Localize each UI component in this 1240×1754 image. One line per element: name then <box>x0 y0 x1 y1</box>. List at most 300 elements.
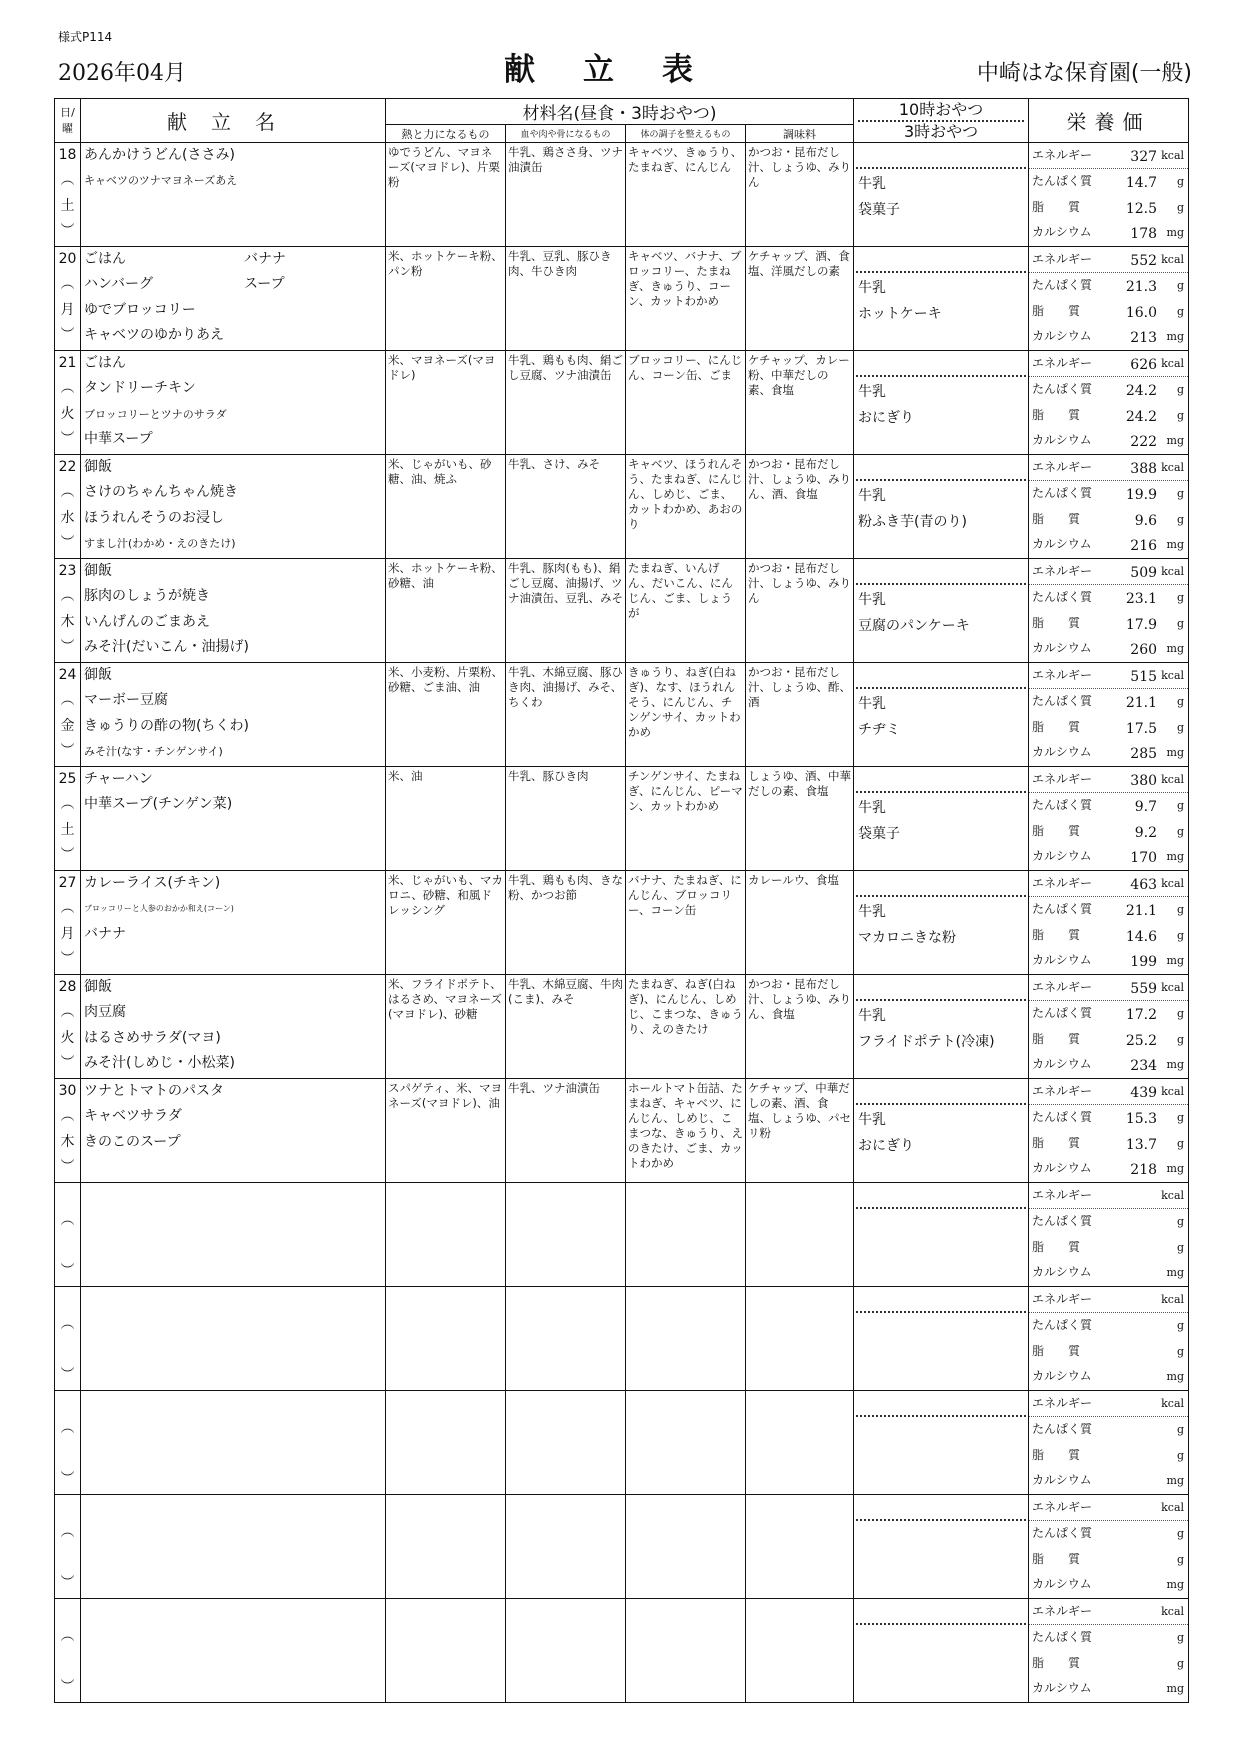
dish-item <box>84 767 385 792</box>
snack-10: 牛乳 <box>858 280 887 296</box>
dish-item <box>84 1000 385 1025</box>
day-number: 25 <box>58 771 77 787</box>
nutrition-cell <box>1029 1079 1189 1183</box>
nutrition-protein <box>1029 897 1188 922</box>
dish-item <box>84 1599 385 1624</box>
nutrition-energy <box>1029 143 1188 169</box>
dish-name: ブロッコリーとツナのサラダ <box>84 407 227 421</box>
dish-name: 御飯 <box>84 563 112 579</box>
day-number: 22 <box>58 459 77 475</box>
day-row <box>55 1079 1189 1183</box>
nutrition-value: 19.9 <box>1125 487 1158 504</box>
blood-foods: 牛乳、鶏ささ身、ツナ油漬缶 <box>506 143 626 247</box>
nutrition-label: 脂 質 <box>1032 615 1081 630</box>
nutrition-value: 327 <box>1130 149 1158 165</box>
bracket-close: ︶ <box>60 1262 75 1279</box>
bracket-close: ︶ <box>60 534 75 551</box>
body-foods <box>626 1287 746 1391</box>
nutrition-label: カルシウム <box>1032 224 1092 239</box>
energy-foods <box>386 1183 506 1287</box>
seasoning: かつお・昆布だし汁、しょうゆ、酢、酒 <box>746 663 854 767</box>
snack-cell <box>854 351 1029 455</box>
seasoning: ケチャップ、酒、食塩、洋風だしの素 <box>746 247 854 351</box>
nutrition-unit: kcal <box>1161 149 1185 162</box>
snack-cell <box>854 455 1029 559</box>
nutrition-unit: kcal <box>1161 773 1185 786</box>
snack-divider <box>856 583 1026 585</box>
snack-10: 牛乳 <box>858 488 887 504</box>
dish-item <box>84 376 385 401</box>
snack-divider <box>856 271 1026 273</box>
nutrition-calcium <box>1029 1468 1188 1493</box>
day-row <box>55 1391 1189 1495</box>
header-blood-foods: 血や肉や骨になるもの <box>506 125 626 143</box>
menu-table <box>54 98 1189 1703</box>
nutrition-label: 脂 質 <box>1032 303 1081 318</box>
blood-foods <box>506 1391 626 1495</box>
nutrition-cell <box>1029 767 1189 871</box>
energy-foods <box>386 1599 506 1703</box>
dish-item <box>84 531 385 556</box>
nutrition-label: たんぱく質 <box>1032 1214 1093 1229</box>
dish-item <box>84 1183 385 1208</box>
weekday <box>55 1442 80 1467</box>
snack-cell <box>854 975 1029 1079</box>
bracket-close: ︶ <box>60 1158 75 1175</box>
seasoning: かつお・昆布だし汁、しょうゆ、みりん、酒、食塩 <box>746 455 854 559</box>
snack-3: マカロニきな粉 <box>858 930 957 946</box>
snack-divider <box>856 791 1026 793</box>
nutrition-unit: g <box>1176 304 1185 318</box>
dish-name: いんげんのごまあえ <box>84 613 210 630</box>
day-number <box>55 1183 80 1208</box>
nutrition-label: エネルギー <box>1032 980 1093 994</box>
nutrition-energy <box>1029 1599 1188 1625</box>
dish-item <box>84 168 385 193</box>
nutrition-unit: g <box>1176 1448 1185 1462</box>
snack-cell <box>854 1183 1029 1287</box>
snack-cell <box>854 143 1029 247</box>
nutrition-label: 脂 質 <box>1032 1447 1081 1462</box>
snack-cell <box>854 871 1029 975</box>
nutrition-unit: g <box>1176 720 1185 734</box>
nutrition-value: 552 <box>1130 253 1158 269</box>
bracket-close: ︶ <box>60 1574 75 1591</box>
bracket-open: ︵ <box>60 1316 75 1333</box>
nutrition-unit: g <box>1176 175 1185 189</box>
snack-3: 粉ふき芋(青のり) <box>858 514 967 530</box>
nutrition-label: たんぱく質 <box>1032 486 1093 501</box>
bracket-close: ︶ <box>60 222 75 239</box>
nutrition-unit: mg <box>1166 329 1185 343</box>
dish-item <box>84 298 385 323</box>
nutrition-value: 559 <box>1130 981 1158 997</box>
weekday: 火 <box>60 1029 75 1046</box>
nutrition-label: カルシウム <box>1032 744 1092 759</box>
nutrition-label: たんぱく質 <box>1032 1318 1093 1333</box>
nutrition-protein <box>1029 1001 1188 1026</box>
date-cell <box>55 247 81 351</box>
nutrition-cell <box>1029 351 1189 455</box>
seasoning: かつお・昆布だし汁、しょうゆ、みりん <box>746 143 854 247</box>
nutrition-label: 脂 質 <box>1032 511 1081 526</box>
nutrition-energy <box>1029 1495 1188 1521</box>
day-row <box>55 975 1189 1079</box>
body-foods: たまねぎ、ねぎ(白ねぎ)、にんじん、しめじ、こまつな、きゅうり、えのきたけ <box>626 975 746 1079</box>
nutrition-label: カルシウム <box>1032 1160 1092 1175</box>
nutrition-unit: kcal <box>1161 1605 1185 1618</box>
seasoning: しょうゆ、酒、中華だしの素、食塩 <box>746 767 854 871</box>
header-seasoning: 調味料 <box>746 125 854 143</box>
bracket-open: ︵ <box>60 484 75 501</box>
nutrition-label: カルシウム <box>1032 1368 1092 1383</box>
nutrition-label: エネルギー <box>1032 356 1093 370</box>
dish-name: 御飯 <box>84 459 112 475</box>
dish-item <box>84 1312 385 1337</box>
nutrition-fat <box>1029 1547 1188 1572</box>
nutrition-unit: kcal <box>1161 877 1185 890</box>
nutrition-value: 626 <box>1130 357 1158 373</box>
day-row <box>55 1183 1189 1287</box>
nutrition-cell <box>1029 871 1189 975</box>
dish-item <box>84 975 385 1000</box>
dish-name: ごはん <box>84 355 126 371</box>
nutrition-protein <box>1029 793 1188 818</box>
dish-name: バナナ <box>84 925 126 942</box>
nutrition-calcium <box>1029 844 1188 869</box>
snack-3: フライドポテト(冷凍) <box>858 1034 995 1050</box>
dish-item <box>84 896 385 921</box>
nutrition-value: 24.2 <box>1125 383 1158 400</box>
nutrition-label: たんぱく質 <box>1032 590 1093 605</box>
weekday: 月 <box>60 925 75 942</box>
body-foods <box>626 1495 746 1599</box>
energy-foods: 米、小麦粉、片栗粉、砂糖、ごま油、油 <box>386 663 506 767</box>
nutrition-value: 260 <box>1130 641 1158 658</box>
nutrition-value: 388 <box>1130 461 1158 477</box>
nutrition-value: 21.1 <box>1125 903 1158 920</box>
snack-divider <box>856 1311 1026 1313</box>
dish-item <box>84 506 385 531</box>
dish-name: ゆでブロッコリー <box>84 301 196 318</box>
dish-name: カレーライス(チキン) <box>84 875 221 891</box>
snack-3: 袋菓子 <box>858 202 901 218</box>
dish-cell <box>81 871 386 975</box>
nutrition-unit: g <box>1176 279 1185 293</box>
nutrition-unit: kcal <box>1161 1501 1185 1514</box>
nutrition-value: 14.6 <box>1125 928 1158 945</box>
seasoning: かつお・昆布だし汁、しょうゆ、みりん、食塩 <box>746 975 854 1079</box>
energy-foods <box>386 1287 506 1391</box>
nutrition-unit: kcal <box>1161 1085 1185 1098</box>
nutrition-unit: g <box>1176 1423 1185 1437</box>
nutrition-protein <box>1029 585 1188 610</box>
nutrition-label: エネルギー <box>1032 460 1093 474</box>
nutrition-protein <box>1029 273 1188 298</box>
nutrition-unit: g <box>1176 1631 1185 1645</box>
bracket-open: ︵ <box>60 276 75 293</box>
school-name: 中崎はな保育園(一般) <box>976 61 1192 86</box>
nutrition-unit: mg <box>1166 953 1185 967</box>
dish-item <box>84 1234 385 1259</box>
dish-name: すまし汁(わかめ・えのきたけ) <box>84 536 236 550</box>
nutrition-unit: g <box>1176 616 1185 630</box>
snack-3: おにぎり <box>858 410 915 426</box>
nutrition-label: たんぱく質 <box>1032 1006 1093 1021</box>
date-cell <box>55 975 81 1079</box>
snack-10: 牛乳 <box>858 1008 887 1024</box>
nutrition-cell <box>1029 1495 1189 1599</box>
dish-item <box>84 559 385 584</box>
body-foods: ホールトマト缶詰、たまねぎ、キャベツ、にんじん、しめじ、こまつな、きゅうり、えのきたけ、ごま、カットわかめ <box>626 1079 746 1183</box>
bracket-open: ︵ <box>60 1212 75 1229</box>
nutrition-label: カルシウム <box>1032 1576 1092 1591</box>
nutrition-value: 21.1 <box>1125 695 1158 712</box>
nutrition-value: 23.1 <box>1125 591 1158 608</box>
nutrition-unit: g <box>1176 1032 1185 1046</box>
nutrition-calcium <box>1029 740 1188 765</box>
energy-foods: 米、フライドポテト、はるさめ、マヨネーズ(マヨドレ)、砂糖 <box>386 975 506 1079</box>
form-code: 様式P114 <box>58 30 113 44</box>
bracket-open: ︵ <box>60 796 75 813</box>
bracket-open: ︵ <box>60 1628 75 1645</box>
nutrition-label: 脂 質 <box>1032 199 1081 214</box>
blood-foods: 牛乳、木綿豆腐、豚ひき肉、油揚げ、みそ、ちくわ <box>506 663 626 767</box>
day-row <box>55 559 1189 663</box>
body-foods: キャベツ、バナナ、ブロッコリー、たまねぎ、きゅうり、コーン、カットわかめ <box>626 247 746 351</box>
nutrition-label: カルシウム <box>1032 952 1092 967</box>
nutrition-cell <box>1029 1287 1189 1391</box>
nutrition-value: 222 <box>1130 433 1158 450</box>
dish-name: ほうれんそうのお浸し <box>84 509 224 526</box>
weekday: 木 <box>60 613 75 630</box>
seasoning <box>746 1495 854 1599</box>
nutrition-unit: kcal <box>1161 669 1185 682</box>
nutrition-cell <box>1029 1183 1189 1287</box>
header-date-weekday: 日/曜 <box>55 99 81 143</box>
nutrition-label: 脂 質 <box>1032 1551 1081 1566</box>
nutrition-label: 脂 質 <box>1032 823 1081 838</box>
dish-item <box>84 480 385 505</box>
dish-name: 肉豆腐 <box>84 1004 126 1021</box>
dish-item <box>84 1520 385 1545</box>
nutrition-label: 脂 質 <box>1032 1031 1081 1046</box>
dish-name: きゅうりの酢の物(ちくわ) <box>84 717 249 734</box>
body-foods <box>626 1391 746 1495</box>
weekday: 土 <box>60 197 75 214</box>
dish-item <box>84 1467 385 1492</box>
nutrition-label: たんぱく質 <box>1032 1526 1093 1541</box>
bracket-open: ︵ <box>60 172 75 189</box>
bracket-close: ︶ <box>60 1054 75 1071</box>
day-number <box>55 1391 80 1416</box>
snack-10: 牛乳 <box>858 800 887 816</box>
day-number: 23 <box>58 563 77 579</box>
nutrition-value: 170 <box>1130 849 1158 866</box>
blood-foods: 牛乳、鶏もも肉、絹ごし豆腐、ツナ油漬缶 <box>506 351 626 455</box>
dish-item <box>84 663 385 688</box>
energy-foods: 米、ホットケーキ粉、砂糖、油 <box>386 559 506 663</box>
dish-item <box>84 1338 385 1363</box>
nutrition-fat <box>1029 1027 1188 1052</box>
dish-cell <box>81 1183 386 1287</box>
snack-cell <box>854 247 1029 351</box>
seasoning: ケチャップ、カレー粉、中華だしの素、食塩 <box>746 351 854 455</box>
nutrition-value: 12.5 <box>1125 200 1158 217</box>
nutrition-label: カルシウム <box>1032 432 1092 447</box>
snack-divider <box>856 1207 1026 1209</box>
nutrition-label: エネルギー <box>1032 1604 1093 1618</box>
dish-item <box>84 1442 385 1467</box>
nutrition-unit: kcal <box>1161 253 1185 266</box>
dish-item <box>84 1495 385 1520</box>
blood-foods <box>506 1599 626 1703</box>
date-cell <box>55 1495 81 1599</box>
dish-name: ごはん <box>84 251 126 267</box>
dish-item <box>84 455 385 480</box>
date-cell <box>55 455 81 559</box>
dish-item <box>84 402 385 427</box>
nutrition-fat <box>1029 715 1188 740</box>
blood-foods: 牛乳、豆乳、豚ひき肉、牛ひき肉 <box>506 247 626 351</box>
nutrition-calcium <box>1029 1052 1188 1077</box>
bracket-close: ︶ <box>60 430 75 447</box>
snack-cell <box>854 767 1029 871</box>
day-row <box>55 455 1189 559</box>
nutrition-energy <box>1029 1287 1188 1313</box>
nutrition-value: 9.6 <box>1134 512 1158 529</box>
dish-item <box>84 1259 385 1284</box>
date-cell <box>55 1079 81 1183</box>
nutrition-protein <box>1029 169 1188 194</box>
snack-divider <box>856 895 1026 897</box>
nutrition-value: 17.9 <box>1125 616 1158 633</box>
seasoning: かつお・昆布だし汁、しょうゆ、みりん <box>746 559 854 663</box>
nutrition-unit: g <box>1176 591 1185 605</box>
snack-cell <box>854 663 1029 767</box>
dish-name: タンドリーチキン <box>84 380 196 397</box>
nutrition-value: 213 <box>1130 329 1158 346</box>
date-cell <box>55 1599 81 1703</box>
dish-item <box>84 194 385 219</box>
nutrition-value: 216 <box>1130 537 1158 554</box>
nutrition-energy <box>1029 871 1188 897</box>
dish-name: みそ汁(なす・チンゲンサイ) <box>84 744 223 758</box>
nutrition-fat <box>1029 195 1188 220</box>
dish-name: あんかけうどん(ささみ) <box>84 147 235 163</box>
dish-item <box>84 1571 385 1596</box>
blood-foods <box>506 1183 626 1287</box>
day-row <box>55 871 1189 975</box>
day-row <box>55 1599 1189 1703</box>
snack-cell <box>854 559 1029 663</box>
dish-item <box>84 1650 385 1675</box>
nutrition-label: たんぱく質 <box>1032 174 1093 189</box>
nutrition-energy <box>1029 247 1188 273</box>
nutrition-label: 脂 質 <box>1032 1343 1081 1358</box>
day-row <box>55 1287 1189 1391</box>
nutrition-unit: g <box>1176 1656 1185 1670</box>
weekday: 月 <box>60 301 75 318</box>
body-foods: たまねぎ、いんげん、だいこん、にんじん、ごま、しょうが <box>626 559 746 663</box>
nutrition-label: エネルギー <box>1032 148 1093 162</box>
nutrition-fat <box>1029 1443 1188 1468</box>
nutrition-calcium <box>1029 220 1188 245</box>
dish-cell <box>81 1079 386 1183</box>
snack-divider <box>856 479 1026 481</box>
dish-name: 御飯 <box>84 667 112 683</box>
nutrition-cell <box>1029 1391 1189 1495</box>
day-row <box>55 663 1189 767</box>
snack-10: 牛乳 <box>858 384 887 400</box>
dish-name: 豚肉のしょうが焼き <box>84 588 210 605</box>
dish-item <box>84 584 385 609</box>
body-foods <box>626 1183 746 1287</box>
nutrition-energy <box>1029 1183 1188 1209</box>
dish-item <box>84 871 385 896</box>
nutrition-protein <box>1029 689 1188 714</box>
nutrition-value: 439 <box>1130 1085 1158 1101</box>
nutrition-unit: kcal <box>1161 1189 1185 1202</box>
dish-item <box>84 843 385 868</box>
blood-foods: 牛乳、豚ひき肉 <box>506 767 626 871</box>
dish-item <box>84 1104 385 1129</box>
nutrition-unit: g <box>1176 1240 1185 1254</box>
dish-item <box>84 1391 385 1416</box>
snack-divider <box>856 167 1026 169</box>
dish-item <box>84 947 385 972</box>
nutrition-unit: mg <box>1166 849 1185 863</box>
dish-item <box>84 922 385 947</box>
nutrition-unit: g <box>1176 1215 1185 1229</box>
dish-item <box>84 739 385 764</box>
nutrition-protein <box>1029 1209 1188 1234</box>
nutrition-protein <box>1029 1417 1188 1442</box>
dish-item <box>84 1416 385 1441</box>
nutrition-cell <box>1029 663 1189 767</box>
dish-name: 中華スープ(チンゲン菜) <box>84 796 233 813</box>
blood-foods <box>506 1495 626 1599</box>
dish-name: キャベツのツナマヨネーズあえ <box>84 174 238 188</box>
nutrition-label: エネルギー <box>1032 876 1093 890</box>
nutrition-value: 14.7 <box>1125 175 1158 192</box>
nutrition-label: エネルギー <box>1032 1292 1093 1306</box>
nutrition-label: たんぱく質 <box>1032 1630 1093 1645</box>
dish-cell <box>81 975 386 1079</box>
date-cell <box>55 143 81 247</box>
seasoning <box>746 1183 854 1287</box>
nutrition-label: エネルギー <box>1032 252 1093 266</box>
nutrition-label: カルシウム <box>1032 640 1092 655</box>
header-nutrition: 栄養価 <box>1029 99 1189 143</box>
day-number: 28 <box>58 979 77 995</box>
nutrition-fat <box>1029 1339 1188 1364</box>
dish-item <box>84 1079 385 1104</box>
nutrition-value: 24.2 <box>1125 408 1158 425</box>
header-snack-10: 10時おやつ <box>898 99 984 119</box>
nutrition-unit: g <box>1176 928 1185 942</box>
dish-item <box>84 1051 385 1076</box>
snack-cell <box>854 1391 1029 1495</box>
nutrition-calcium <box>1029 636 1188 661</box>
day-number: 21 <box>58 355 77 371</box>
nutrition-unit: kcal <box>1161 357 1185 370</box>
nutrition-calcium <box>1029 1676 1188 1701</box>
bracket-open: ︵ <box>60 900 75 917</box>
energy-foods <box>386 1391 506 1495</box>
snack-divider <box>856 999 1026 1001</box>
header-materials: 材料名(昼食・3時おやつ) <box>386 99 854 125</box>
